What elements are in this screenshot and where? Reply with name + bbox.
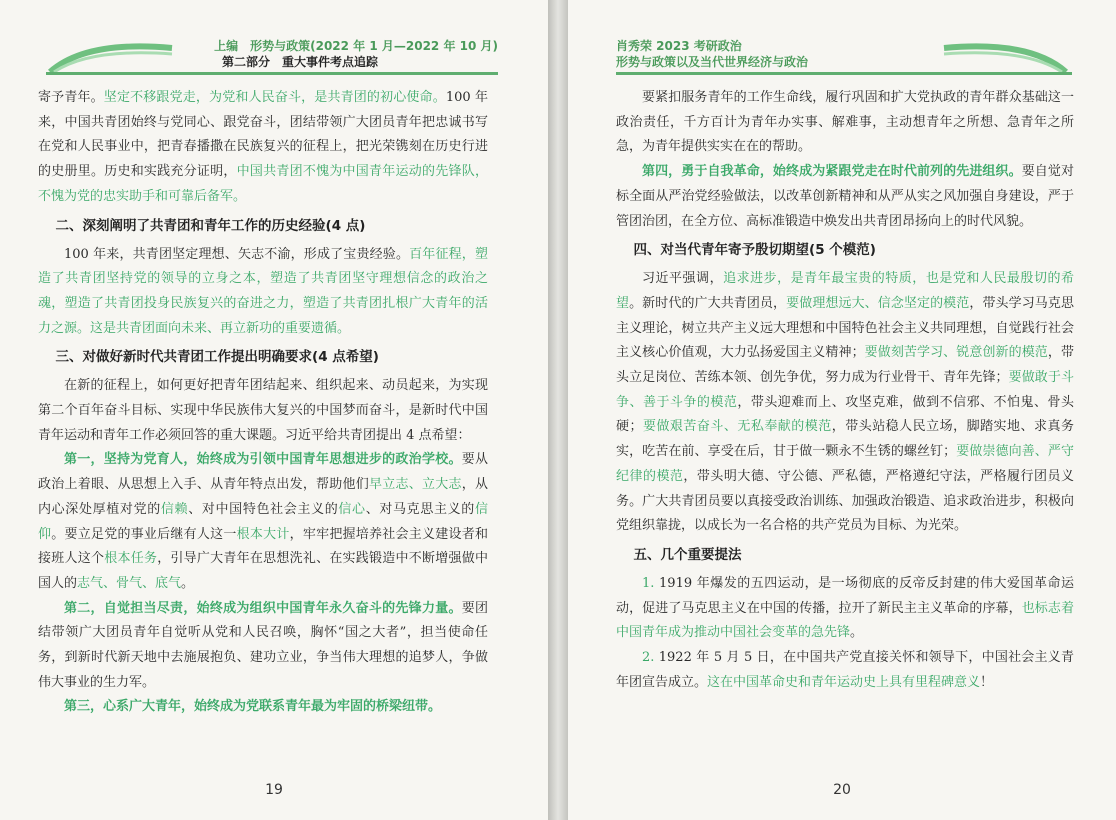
body-text: ，带头迎难而上、攻坚克难，做到不信邪、不怕鬼、骨头硬； — [616, 394, 1074, 435]
left-page — [0, 0, 548, 820]
body-text: 1922 年 5 月 5 日，在中国共产党直接关怀和领导下，中国社会主义青年团宣告成立。 — [616, 650, 1074, 690]
paragraph — [616, 572, 1074, 646]
left-header-line1: 上编 形势与政策(2022 年 1 月—2022 年 10 月) — [214, 39, 498, 53]
highlight-text: 根本大计 — [236, 526, 290, 542]
highlight-text: 早立志、立大志 — [369, 477, 462, 493]
right-header-line1: 肖秀荣 2023 考研政治 — [616, 39, 742, 53]
paragraph — [616, 160, 1074, 234]
paragraph — [38, 448, 488, 596]
body-text: 、对中国特色社会主义的 — [188, 501, 339, 517]
highlight-text: 中国共青团不愧为中国青年运动的先锋队，不愧为党的忠实助手和可靠后备军。 — [38, 164, 488, 204]
body-text: 。 — [181, 575, 195, 591]
body-text: 要从政治上着眼、从思想上入手、从青年特点出发，帮助他们 — [38, 452, 488, 493]
book-gutter — [548, 0, 568, 820]
page-number: 20 — [833, 782, 851, 798]
body-text: ，从内心深处厚植对党的 — [38, 477, 488, 517]
left-header-line2: 第二部分 重大事件考点追踪 — [221, 55, 378, 69]
right-header-rule — [616, 72, 1072, 75]
body-text: ，带头立足岗位、苦练本领、创先争优，努力成为行业骨干、青年先锋； — [616, 345, 1074, 386]
body-text: 1919 年爆发的五四运动，是一场彻底的反帝反封建的伟大爱国革命运动，促进了马克思主义在中国的传播，拉开了新民主主义革命的序幕， — [616, 575, 1074, 616]
highlight-text: 也标志着中国青年成为推动中国社会变革的急先锋 — [616, 600, 1074, 641]
right-header-line2: 形势与政策以及当代世界经济与政治 — [616, 55, 809, 69]
header-arc-decoration — [46, 40, 176, 74]
body-text: 100 年来，共青团坚定理想、矢志不渝，形成了宝贵经验。 — [64, 246, 410, 262]
highlight-text: 第四，勇于自我革命，始终成为紧跟党走在时代前列的先进组织。 — [642, 164, 1022, 180]
paragraph — [616, 267, 1074, 539]
right-header-text — [616, 38, 808, 70]
highlight-text: 志气、骨气、底气 — [77, 575, 182, 591]
body-text: 在新的征程上，如何更好把青年团结起来、组织起来、动员起来，为实现第二个百年奋斗目标、实现中华民族伟大复兴的中国梦而奋斗，是新时代中国青年运动和青年工作必须回答的重大课题。习近平给共青团提出 4 点希望： — [38, 378, 488, 443]
highlight-text: 百年征程，塑造了共青团坚持党的领导的立身之本，塑造了共青团坚守理想信念的政治之魂，塑造了共青团投身民族复兴的奋进之力，塑造了共青团扎根广大青年的活力之源。这是共青团面向未来、再立新功的重要遗循。 — [38, 246, 488, 336]
body-text: 要团结带领广大团员青年自觉听从党和人民召唤，胸怀“国之大者”，担当使命任务，到新时代新天地中去施展抱负、建功立业，争当伟大理想的追梦人，争做伟大事业的生力军。 — [38, 600, 488, 690]
highlight-text: 这在中国革命史和青年运动史上具有里程碑意义 — [707, 674, 981, 690]
paragraph — [38, 86, 488, 210]
highlight-text: 要做艰苦奋斗、无私奉献的模范 — [642, 419, 832, 435]
highlight-text: 要做崇德向善、严守纪律的模范 — [616, 444, 1074, 484]
left-header-text — [214, 38, 498, 70]
left-header-rule — [46, 72, 498, 75]
left-page-content — [38, 86, 488, 720]
section-heading: 四、对当代青年寄予殷切期望(5 个模范) — [633, 242, 876, 259]
body-text: 要自觉对标全面从严治党经验做法，以改革创新精神和从严从实之风加强自身建设，严于管团治团，在全方位、高标准锻造中焕发出共青团昂扬向上的时代风貌。 — [616, 164, 1074, 229]
page-number: 19 — [265, 782, 283, 798]
body-text: ，带头明大德、守公德、严私德，严格遵纪守法，严格履行团员义务。广大共青团员要以真接受政治训练、加强政治锻造、追求政治进步，积极向党组织靠拢，以成长为一名合格的共产党员为目标、为光荣。 — [616, 468, 1074, 534]
body-text: ，牢牢把握培养社会主义建设者和接班人这个 — [38, 526, 488, 567]
paragraph — [616, 646, 1074, 695]
right-page-content — [616, 86, 1074, 695]
body-text: ，引导广大青年在思想洗礼、在实践锻造中不断增强做中国人的 — [38, 551, 488, 591]
paragraph — [616, 86, 1074, 160]
highlight-text: 要做理想远大、信念坚定的模范 — [786, 295, 970, 311]
body-text: 。要立足党的事业后继有人这一 — [51, 526, 237, 542]
right-page-header — [616, 0, 1074, 86]
body-text: 。 — [850, 625, 864, 641]
section-heading: 三、对做好新时代共青团工作提出明确要求(4 点希望) — [55, 349, 379, 366]
highlight-text: 信仰 — [38, 501, 488, 542]
paragraph — [38, 695, 488, 720]
section-heading: 五、几个重要提法 — [633, 546, 742, 563]
body-text: 寄予青年。 — [38, 90, 104, 105]
body-text: 。新时代的广大共青团员， — [629, 295, 787, 311]
highlight-text: 2. — [642, 650, 655, 666]
highlight-text: 坚定不移跟党走，为党和人民奋斗，是共青团的初心使命。 — [103, 90, 446, 105]
highlight-text: 第三，心系广大青年，始终成为党联系青年最为牢固的桥梁纽带。 — [64, 699, 442, 715]
highlight-text: 信心 — [338, 501, 366, 517]
highlight-text: 信赖 — [160, 501, 189, 517]
highlight-text: 根本任务 — [104, 551, 158, 567]
paragraph — [38, 597, 488, 696]
left-page-header — [38, 0, 498, 86]
highlight-text: 1. — [642, 575, 655, 591]
highlight-text: 第二，自觉担当尽责，始终成为组织中国青年永久奋斗的先锋力量。 — [64, 600, 462, 616]
header-arc-decoration — [940, 40, 1070, 74]
body-text: 习近平强调， — [642, 271, 724, 287]
right-page — [568, 0, 1116, 820]
body-text: ，带头学习马克思主义理论，树立共产主义远大理想和中国特色社会主义共同理想，自觉践行社会主义核心价值观，大力弘扬爱国主义精神； — [616, 295, 1074, 361]
body-text: ，带头站稳人民立场，脚踏实地、求真务实，吃苦在前、享受在后，甘于做一颗永不生锈的螺丝钉； — [616, 419, 1074, 460]
highlight-text: 第一，坚持为党育人，始终成为引领中国青年思想进步的政治学校。 — [64, 452, 462, 468]
body-text: 要紧扣服务青年的工作生命线，履行巩固和扩大党执政的青年群众基础这一政治责任，千方百计为青年办实事、解难事，主动想青年之所想、急青年之所急，为青年提供实实在在的帮助。 — [616, 90, 1074, 155]
highlight-text: 追求进步，是青年最宝贵的特质，也是党和人民最殷切的希望 — [616, 271, 1074, 311]
body-text: 、对马克思主义的 — [365, 501, 475, 517]
highlight-text: 要做敢于斗争、善于斗争的模范 — [616, 370, 1074, 410]
body-text: 100 年来，中国共青团始终与党同心、跟党奋斗，团结带领广大团员青年把忠诚书写在党和人民事业中，把青春播撒在民族复兴的征程上，把光荣镌刻在历史行进的史册里。历史和实践充分证明， — [38, 90, 488, 180]
paragraph — [38, 374, 488, 448]
highlight-text: 要做刻苦学习、锐意创新的模范 — [864, 345, 1048, 361]
body-text: ！ — [980, 674, 994, 690]
paragraph — [38, 243, 488, 342]
section-heading: 二、深刻阐明了共青团和青年工作的历史经验(4 点) — [55, 217, 366, 234]
